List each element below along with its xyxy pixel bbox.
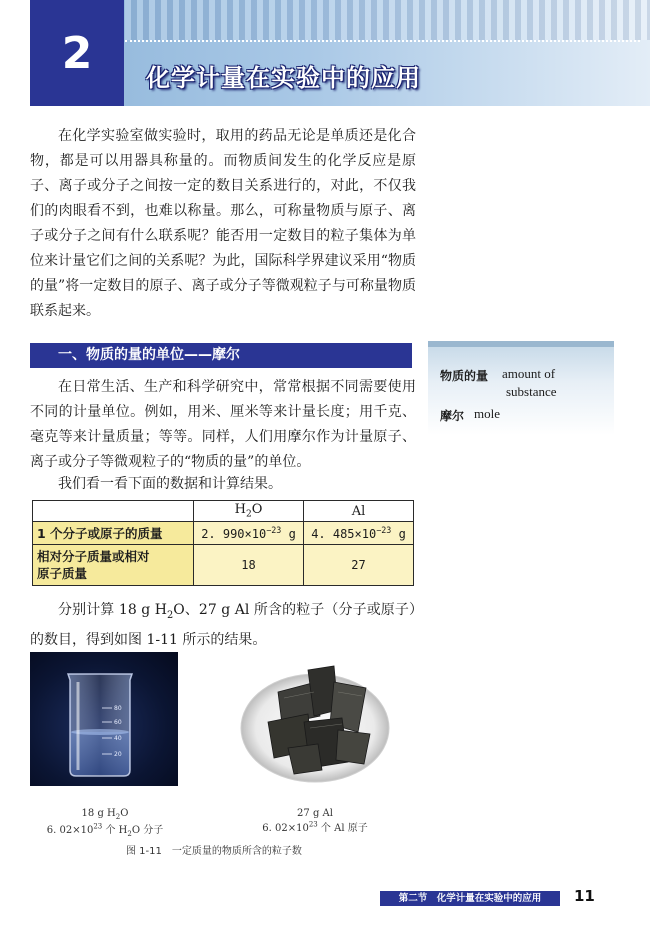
table-row [33,545,414,586]
page-number: 11 [574,887,595,905]
header-dotted-line [125,40,640,42]
right-caption-line2: 6. $02\times 10^{23}$ 个 Al 原子 [262,820,368,834]
glossary-term1-en-cont: substance [506,384,557,399]
glossary-term1-en: amount of [502,366,556,381]
table-row-label-relative-mass: 相对分子质量或相对 原子质量 [33,545,194,586]
intro-paragraph: 在化学实验室做实验时，取用的药品无论是单质还是化合物，都是可以用器具称量的。而物质间发生的化学反应是原子、离子或分子之间按一定的数目关系进行的，对此，不仅我们的肉眼看不到，也难以称量。那么，可称量物质与原子、离子或分子之间有什么联系呢？能否用一定数目的粒子集体为单位来计量它们之间的关系呢？为此，国际科学界建议采用“物质的量”将一定数目的原子、离子或分子等微观粒子与可称量物质联系起来。 [30,128,416,319]
left-caption-line1: 18 g $H_2O$ [81,808,129,821]
table-header-al: Al [304,501,414,522]
section-title: 化学计量在实验中的应用 [146,64,421,92]
beaker-mark-80: 80 [114,705,122,712]
beaker-illustration [30,652,178,786]
beaker-mark-60: 60 [114,719,122,726]
table-header-row [33,501,414,522]
table-row [33,522,414,545]
glossary-term1-cn: 物质的量 [440,369,489,383]
beaker-mark-20: 20 [114,751,122,758]
aluminum-photo [238,652,392,786]
aluminum-illustration [238,652,392,786]
right-caption-line1: 27 g Al [297,808,333,819]
mass-data-table [32,500,414,586]
figure-caption: 图 1-11 一定质量的物质所含的粒子数 [126,846,302,857]
left-caption-line2: 6. $02\times 10^{23}$ 个 $H_2O$ 分子 [46,822,164,838]
glossary-term2-en: mole [474,406,500,421]
table-cell-h2o-mass: 2. $990\times 10^{-23}$ g [194,522,304,545]
subsection-paragraph-2: 我们看一看下面的数据和计算结果。 [58,476,282,492]
footer-section-label: 第二节 化学计量在实验中的应用 [380,891,560,906]
subsection-heading: 一、物质的量的单位——摩尔 [30,343,412,368]
subsection-paragraph-1: 在日常生活、生产和科学研究中，常常根据不同需要使用不同的计量单位。例如，用米、厘米等来计量长度；用千克、毫克等来计量质量；等等。同样，人们用摩尔作为计量原子、离子或分子等微观粒子的“物质的量”的单位。 [30,379,416,470]
table-cell-h2o-relative: 18 [194,545,304,586]
glossary-sidebar [428,341,614,435]
glossary-term2-cn: 摩尔 [440,409,465,423]
table-corner-cell [33,501,194,522]
beaker-mark-40: 40 [114,735,122,742]
header-photo-texture [125,0,650,40]
beaker-photo [30,652,178,786]
table-cell-al-mass: 4. $485\times 10^{-23}$ g [304,522,414,545]
left-photo-caption [30,808,180,838]
table-cell-al-relative: 27 [304,545,414,586]
table-header-h2o: $H_2O$ [194,501,304,522]
after-table-paragraph: 分别计算 18 g $H_2O$、27 g Al 所含的粒子（分子或原子）的数目，得到如图 1-11 所示的结果。 [30,602,416,648]
section-number: 2 [30,0,124,106]
table-row-label-mass: 1 个分子或原子的质量 [33,522,194,545]
right-photo-caption [238,808,392,834]
